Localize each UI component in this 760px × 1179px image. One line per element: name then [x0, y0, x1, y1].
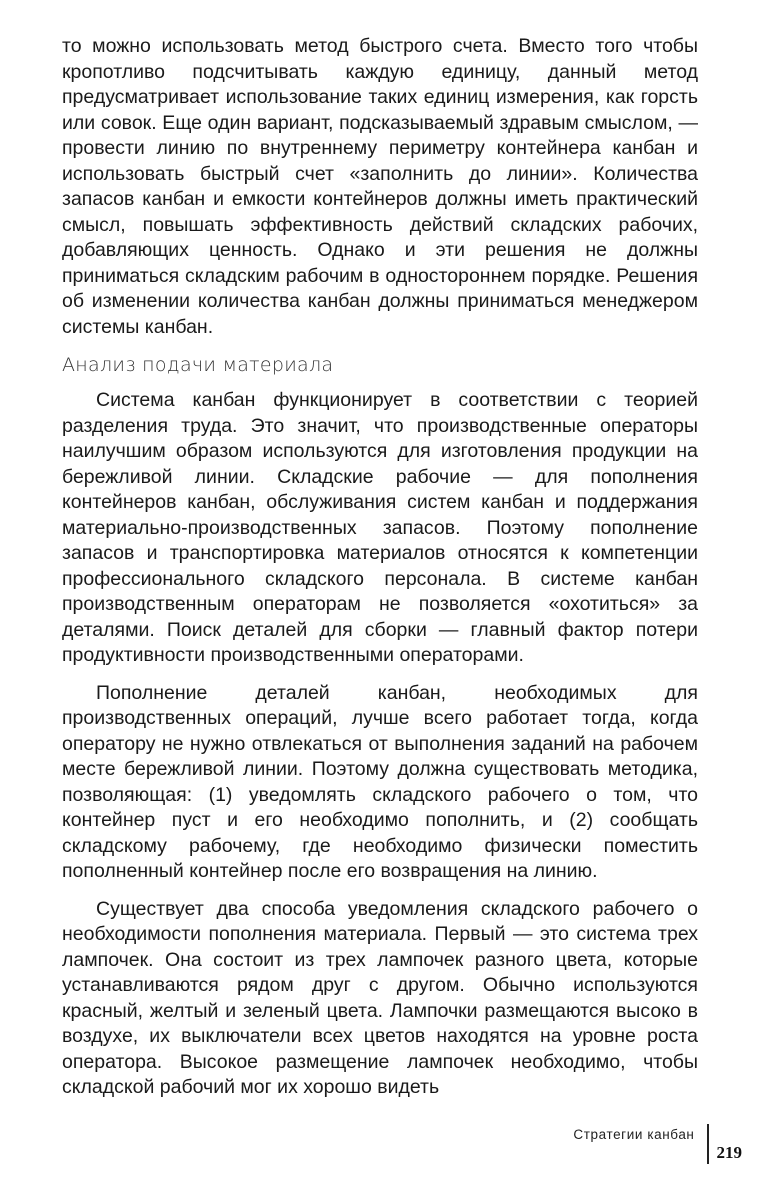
- section-heading: Анализ подачи материала: [62, 354, 334, 376]
- page-number: 219: [716, 1143, 742, 1162]
- paragraph: Система канбан функционирует в соответствии с теорией разделения труда. Это значит, что производственные операторы наилучшим образом используются для изготовления продукции на бережливой линии. Складские рабочие — для пополнения контейнеров канбан, обслуживания систем канбан и поддержания материально-производственных запасов. Поэтому пополнение запасов и транспортировка материалов относятся к компетенции профессионального складского персонала. В системе канбан производственным операторам не позволяется «охотиться» за деталями. Поиск деталей для сборки — главный фактор потери продуктивности производственными операторами.: [62, 389, 698, 666]
- page-body: [62, 34, 698, 1101]
- paragraph-continuation: то можно использовать метод быстрого счета. Вместо того чтобы кропотливо подсчитывать каждую единицу, данный метод предусматривает использование таких единиц измерения, как горсть или совок. Еще один вариант, подсказываемый здравым смыслом, — провести линию по внутреннему периметру контейнера канбан и использовать быстрый счет «заполнить до линии». Количества запасов канбан и емкости контейнеров должны иметь практический смысл, повышать эффективность действий складских рабочих, добавляющих ценность. Однако и эти решения не должны приниматься складским рабочим в одностороннем порядке. Решения об изменении количества канбан должны приниматься менеджером системы канбан.: [62, 35, 698, 338]
- footer-divider: [707, 1124, 709, 1164]
- page-footer: [573, 1124, 742, 1164]
- paragraph: Пополнение деталей канбан, необходимых для производственных операций, лучше всего работает тогда, когда оператору не нужно отвлекаться от выполнения заданий на рабочем месте бережливой линии. Поэтому должна существовать методика, позволяющая: (1) уведомлять складского рабочего о том, что контейнер пуст и его необходимо пополнить, и (2) сообщать складскому рабочему, где необходимо физически поместить пополненный контейнер после его возвращения на линию.: [62, 681, 698, 882]
- paragraph: Существует два способа уведомления складского рабочего о необходимости пополнения материала. Первый — это система трех лампочек. Она состоит из трех лампочек разного цвета, которые устанавливаются рядом друг с другом. Обычно используются красный, желтый и зеленый цвета. Лампочки размещаются высоко в воздухе, их выключатели всех цветов находятся на уровне роста оператора. Высокое размещение лампочек необходимо, чтобы складской рабочий мог их хорошо видеть: [62, 897, 698, 1098]
- running-head: Стратегии канбан: [573, 1127, 695, 1142]
